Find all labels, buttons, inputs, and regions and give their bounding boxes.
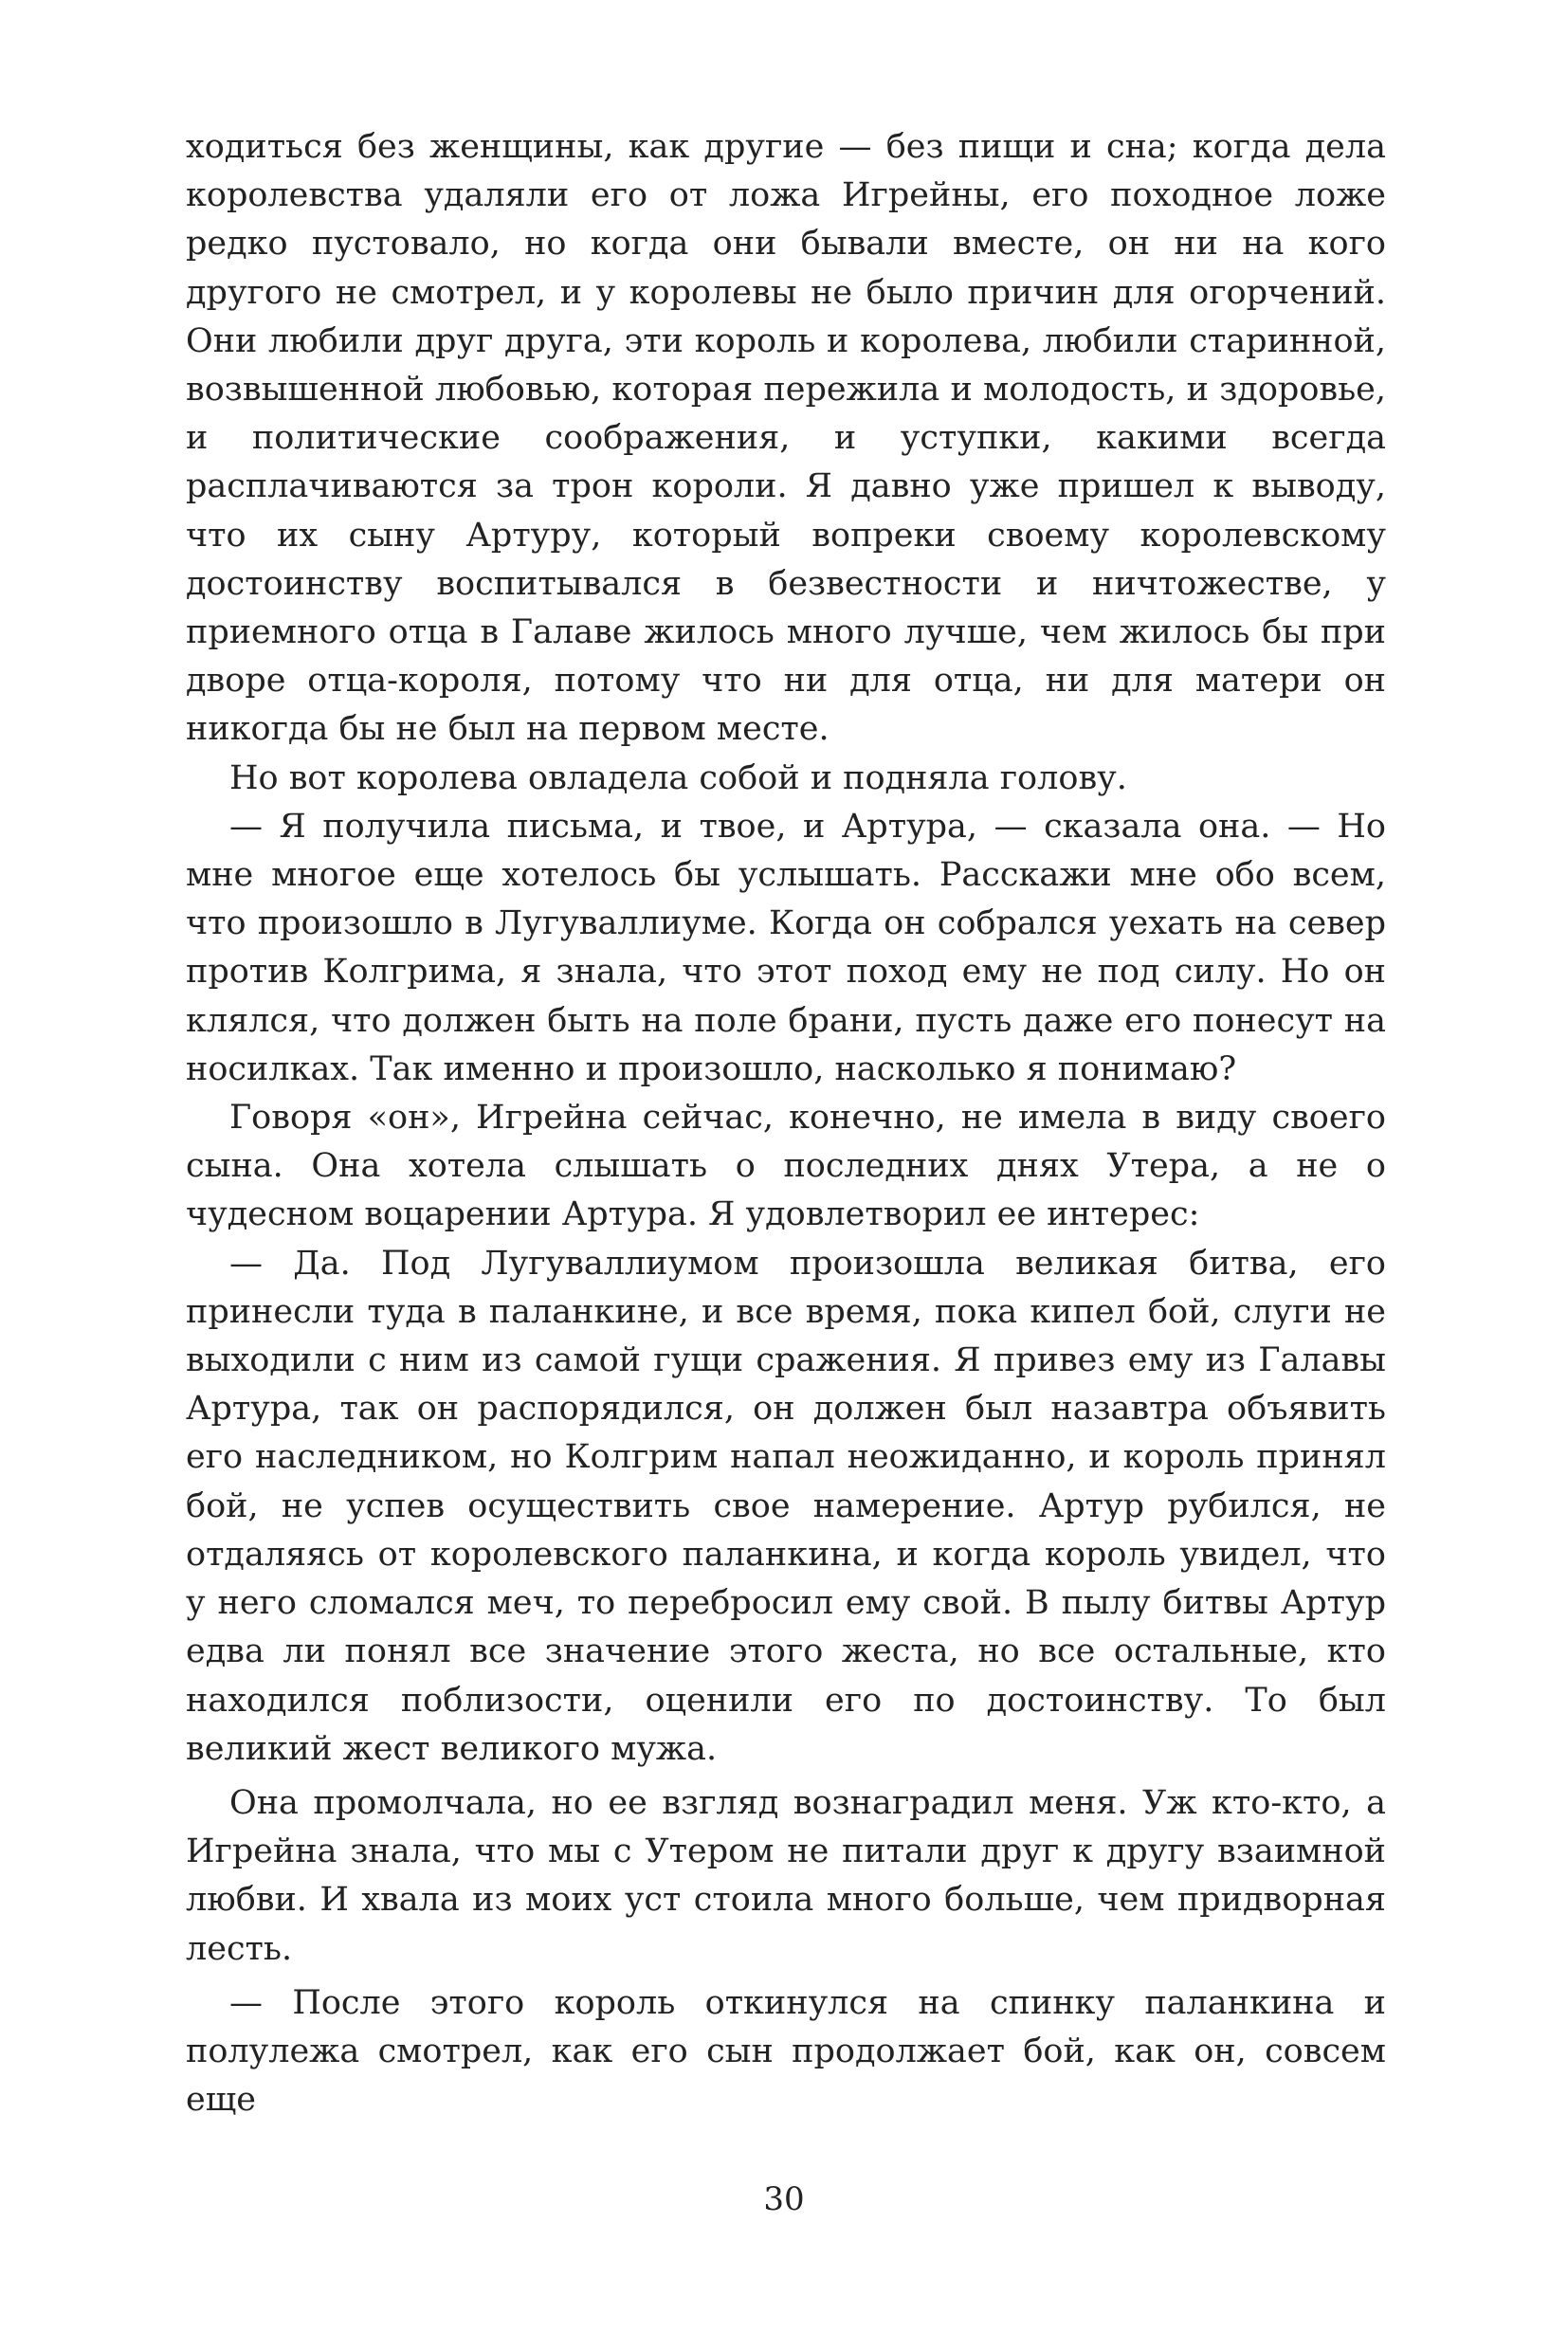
page-number: 30 — [763, 2180, 805, 2218]
paragraph-6: Она промолчала, но ее взгляд вознаградил меня. Уж кто-кто, а Игрейна знала, что мы с Утером не питали друг к другу взаимной любви. И хвала из моих уст стоила много больше, чем придворная лесть. — [186, 1783, 1386, 1968]
body-text — [186, 123, 1386, 2124]
paragraph-7: — После этого король откинулся на спинку паланкина и полулежа смотрел, как его сын продолжает бой, как он, совсем еще — [186, 1983, 1386, 2120]
paragraph-4: Говоря «он», Игрейна сейчас, конечно, не имела в виду своего сына. Она хотела слышать о последних днях Утера, а не о чудесном воцарении Артура. Я удовлетворил ее интерес: — [186, 1099, 1386, 1234]
paragraph-3: — Я получила письма, и твое, и Артура, — сказала она. — Но мне многое еще хотелось бы услышать. Расскажи мне обо всем, что произошло в Лугуваллиуме. Когда он собрался уехать на север против Колгрима, я знала, что этот поход ему не под силу. Но он клялся, что должен быть на поле брани, пусть даже его понесут на носилках. Так именно и произошло, насколько я понимаю? — [186, 807, 1386, 1088]
paragraph-5: — Да. Под Лугуваллиумом произошла великая битва, его принесли туда в паланкине, и все время, пока кипел бой, слуги не выходили с ним из самой гущи сражения. Я привез ему из Галавы Артура, так он распорядился, он должен был назавтра объявить его наследником, но Колгрим напал неожиданно, и король принял бой, не успев осуществить свое намерение. Артур рубился, не отдаляясь от королевского паланкина, и когда король увидел, что у него сломался меч, то перебросил ему свой. В пылу битвы Артур едва ли понял все значение этого жеста, но все остальные, кто находился поблизости, оценили его по достоинству. То был великий жест великого мужа. — [186, 1244, 1386, 1768]
paragraph-1: ходиться без женщины, как другие — без пищи и сна; когда дела королевства удаляли его от ложа Игрейны, его походное ложе редко пустовало, но когда они бывали вместе, он ни на кого другого не смотрел, и у королевы не было причин для огорчений. Они любили друг друга, эти король и королева, любили старинной, возвышенной любовью, которая пережила и молодость, и здоровье, и политические соображения, и уступки, какими всегда расплачиваются за трон короли. Я давно уже пришел к выводу, что их сыну Артуру, который вопреки своему королевскому достоинству воспитывался в безвестности и ничтожестве, у приемного отца в Галаве жилось много лучше, чем жилось бы при дворе отца-короля, потому что ни для отца, ни для матери он никогда бы не был на первом месте. — [186, 128, 1386, 749]
paragraph-2: Но вот королева овладела собой и подняла голову. — [229, 758, 1127, 797]
